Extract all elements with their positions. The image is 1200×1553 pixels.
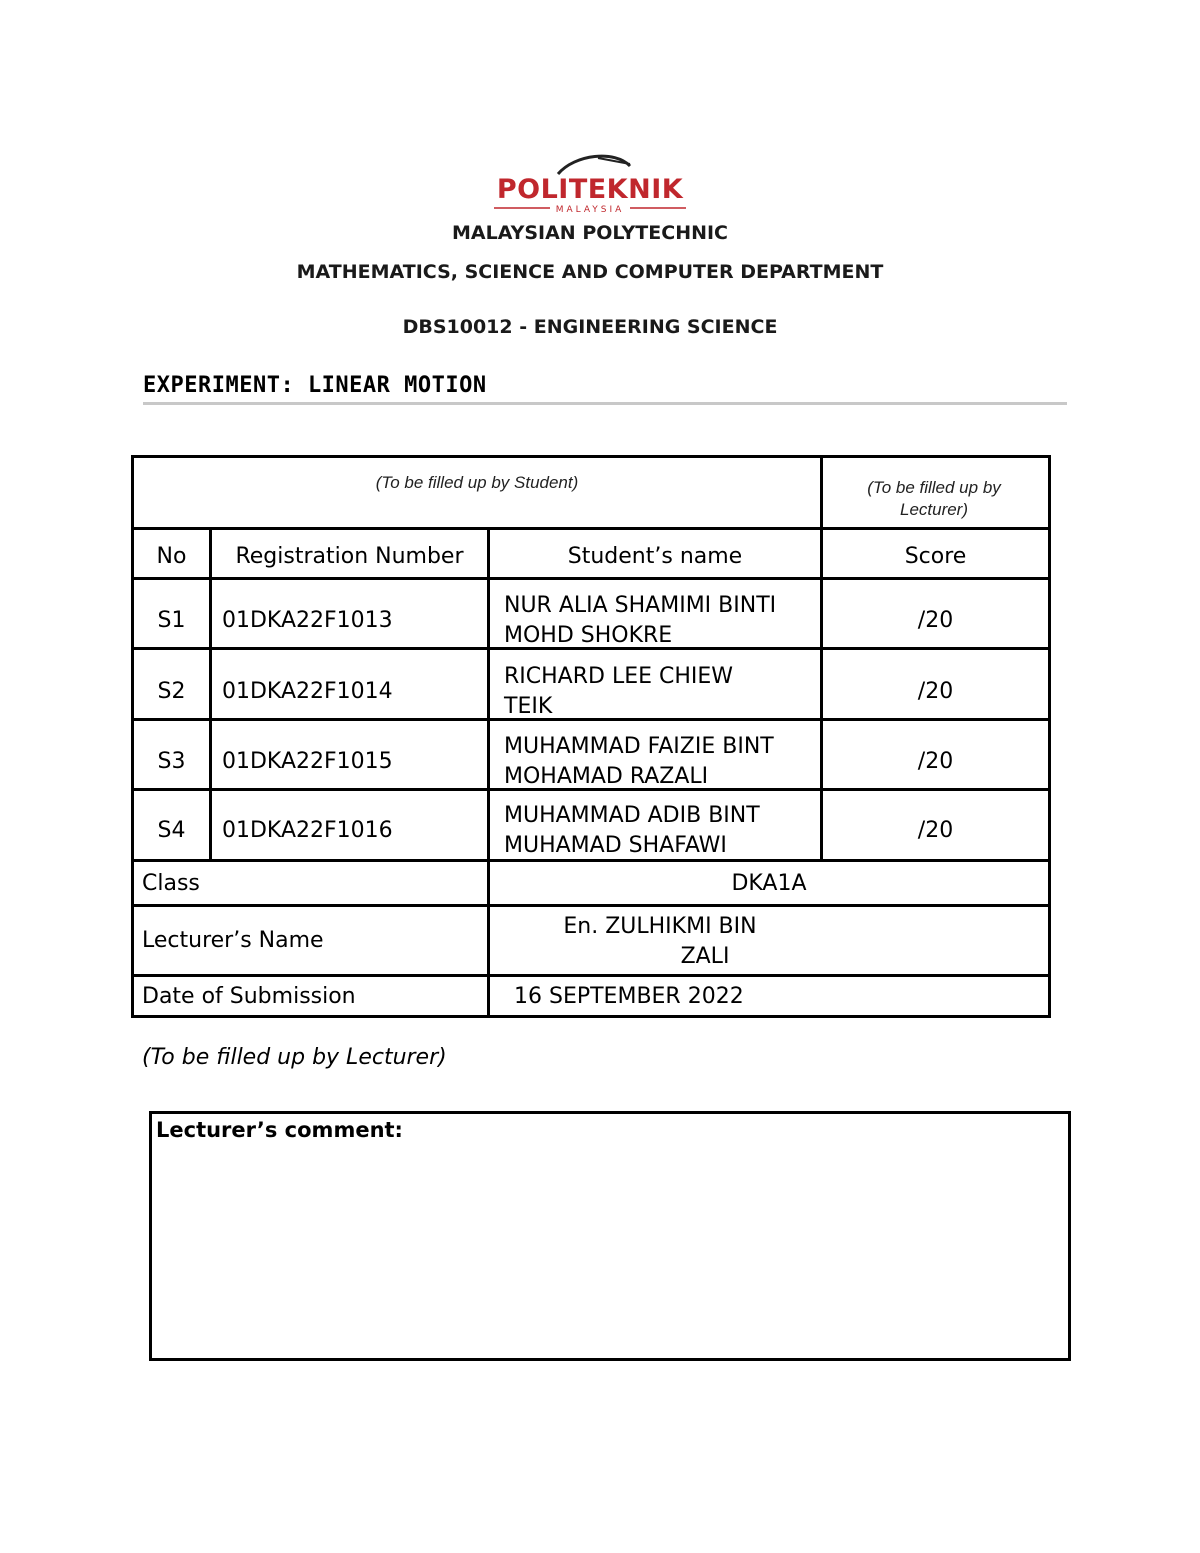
- class-label: Class: [142, 870, 200, 896]
- col-header-score: Score: [904, 544, 967, 569]
- department-title: MATHEMATICS, SCIENCE AND COMPUTER DEPARTMENT: [296, 261, 884, 283]
- student-name-line: MUHAMAD SHAFAWI: [504, 832, 727, 858]
- row-no: S3: [157, 749, 186, 774]
- row-score: /20: [917, 679, 954, 704]
- experiment-underline: [143, 402, 1067, 405]
- row-registration: 01DKA22F1014: [222, 679, 393, 704]
- student-name-line: MOHAMAD RAZALI: [504, 763, 709, 789]
- logo-brand-text: POLITEKNIK: [496, 174, 684, 205]
- row-no: S1: [157, 608, 186, 633]
- student-name-line: MOHD SHOKRE: [504, 622, 673, 648]
- col-header-registration: Registration Number: [235, 544, 464, 569]
- student-name-line: MUHAMMAD FAIZIE BINT: [504, 733, 774, 759]
- lecturer-name-label: Lecturer’s Name: [142, 928, 324, 953]
- lecturer-name-line: En. ZULHIKMI BIN: [563, 914, 757, 939]
- student-name-line: MUHAMMAD ADIB BINT: [504, 802, 760, 828]
- politeknik-logo: [480, 152, 700, 222]
- student-name-line: TEIK: [504, 693, 553, 719]
- lecturer-comment-box[interactable]: [149, 1111, 1071, 1361]
- lecturer-comment-label: Lecturer’s comment:: [156, 1118, 403, 1142]
- row-student-name: [504, 799, 814, 862]
- submission-date-value: 16 SEPTEMBER 2022: [514, 983, 744, 1009]
- row-student-name: [504, 659, 814, 724]
- row-no: S2: [157, 679, 186, 704]
- institution-title: MALAYSIAN POLYTECHNIC: [451, 222, 729, 244]
- student-info-table: [131, 455, 1051, 1018]
- row-score: /20: [917, 818, 954, 843]
- student-fill-note: (To be filled up by Student): [375, 473, 579, 492]
- row-score: /20: [917, 749, 954, 774]
- col-header-student-name: Student’s name: [567, 544, 743, 569]
- col-header-no: No: [156, 544, 187, 569]
- row-no: S4: [157, 818, 186, 843]
- row-student-name: [504, 588, 814, 653]
- course-title: DBS10012 - ENGINEERING SCIENCE: [402, 316, 778, 338]
- class-value: DKA1A: [731, 870, 807, 896]
- row-score: /20: [917, 608, 954, 633]
- row-registration: 01DKA22F1015: [222, 749, 393, 774]
- submission-date-label: Date of Submission: [142, 983, 356, 1009]
- lecturer-name-line: ZALI: [680, 944, 730, 969]
- lecturer-name-value: [490, 910, 830, 974]
- student-name-line: RICHARD LEE CHIEW: [504, 663, 734, 689]
- row-student-name: [504, 729, 814, 794]
- row-registration: 01DKA22F1016: [222, 818, 393, 843]
- experiment-title: EXPERIMENT: LINEAR MOTION: [143, 373, 487, 398]
- lecturer-fill-note: (To be filled up by Lecturer): [867, 478, 1001, 519]
- row-registration: 01DKA22F1013: [222, 608, 393, 633]
- lecturer-fill-note-bottom: (To be filled up by Lecturer): [142, 1045, 447, 1070]
- student-name-line: NUR ALIA SHAMIMI BINTI: [504, 592, 777, 618]
- logo-sub-text: MALAYSIA: [555, 205, 625, 215]
